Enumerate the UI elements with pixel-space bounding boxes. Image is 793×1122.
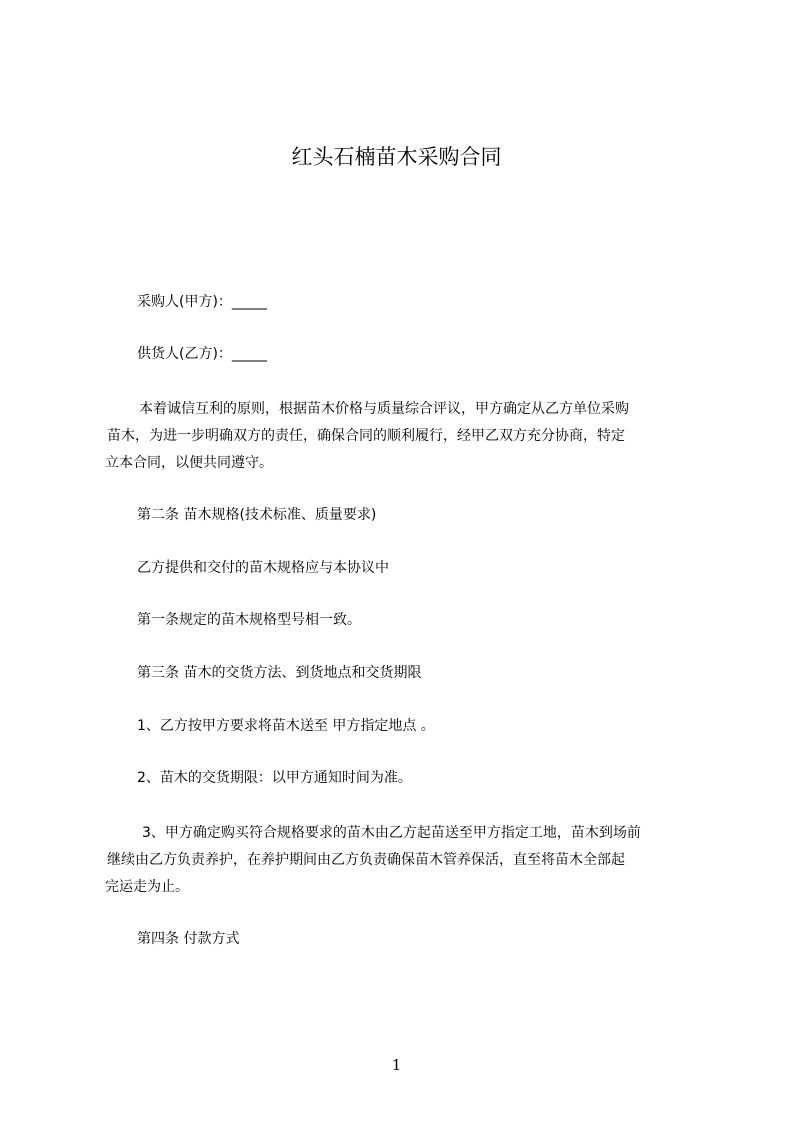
article3-item-2: 2、苗木的交货期限：以甲方通知时间为准。 bbox=[137, 770, 412, 786]
document-title: 红头石楠苗木采购合同 bbox=[291, 145, 502, 169]
intro-line-2: 苗木，为进一步明确双方的责任，确保合同的顺利履行，经甲乙双方充分协商，特定 bbox=[107, 428, 625, 444]
buyer-line: 采购人(甲方)：_____ bbox=[137, 294, 267, 310]
article2-text-1: 乙方提供和交付的苗木规格应与本协议中 bbox=[137, 560, 389, 576]
page-number: 1 bbox=[391, 1056, 402, 1074]
article3-heading: 第三条 苗木的交货方法、到货地点和交货期限 bbox=[137, 665, 422, 681]
article3-item-3-line-2: 继续由乙方负责养护，在养护期间由乙方负责确保苗木管养保活，直至将苗木全部起 bbox=[107, 852, 625, 868]
article3-item-1: 1、乙方按甲方要求将苗木送至 甲方指定地点 。 bbox=[137, 718, 435, 734]
article2-text-2: 第一条规定的苗木规格型号相一致。 bbox=[137, 612, 361, 628]
article2-heading: 第二条 苗木规格(技术标准、质量要求) bbox=[137, 507, 377, 523]
article3-item-3-line-3: 完运走为止。 bbox=[105, 879, 189, 895]
intro-line-1: 本着诚信互利的原则，根据苗木价格与质量综合评议，甲方确定从乙方单位采购 bbox=[139, 401, 629, 417]
article3-item-3-line-1: 3、甲方确定购买符合规格要求的苗木由乙方起苗送至甲方指定工地，苗木到场前 bbox=[142, 825, 641, 841]
article4-heading: 第四条 付款方式 bbox=[137, 931, 240, 947]
supplier-line: 供货人(乙方)：_____ bbox=[137, 346, 267, 362]
intro-line-3: 立本合同，以便共同遵守。 bbox=[105, 455, 273, 471]
